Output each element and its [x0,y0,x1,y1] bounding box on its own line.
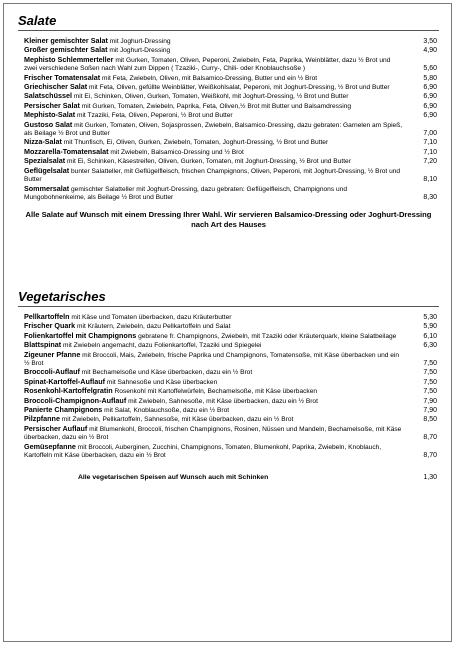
menu-item [24,185,437,203]
item-description: mit Ei, Schinken, Käsestreifen, Oliven, Gurken, Tomaten, mit Joghurt-Dressing, ½ Brot und Butter [67,158,351,166]
menu-item [24,83,437,92]
section-rule [18,30,439,31]
item-name: Mephisto Schlemmerteller [24,54,114,64]
item-description: bunter Salatteller, mit Geflügelfleisch, frischen Champignons, Oliven, Peperoni, mit Joghurt-Dressing, ½ Brot und Butter [24,167,401,184]
item-description: mit Joghurt-Dressing [109,38,171,45]
salate-list [24,37,437,202]
item-description: mit Broccoli, Mais, Zwiebeln, frische Paprika und Champignons, Tomatensoße, mit Käse überbacken und ein ½ Brot [24,351,400,368]
menu-item [24,341,437,350]
item-name: Frischer Quark [24,321,76,331]
item-name: Persischer Salat [24,100,80,110]
item-description: mit Thunfisch, Ei, Oliven, Gurken, Zwiebeln, Tomaten, Joghurt-Dressing, ½ Brot und Butter [63,139,329,147]
item-price: 6,90 [423,84,437,92]
item-price: 7,50 [423,360,437,368]
item-name: Spinat-Kartoffel-Auflauf [24,376,106,386]
vegetarisches-note: Alle vegetarischen Speisen auf Wunsch auch mit Schinken [78,473,269,481]
menu-item [24,332,437,341]
item-name: Geflügelsalat [24,165,70,175]
menu-item [24,121,437,139]
menu-item [24,102,437,111]
menu-item [24,92,437,101]
item-name: Pellkartoffeln [24,312,70,321]
item-description: mit Bechamelsoße und Käse überbacken, dazu ein ½ Brot [81,369,253,377]
item-price: 5,90 [423,323,437,331]
item-description: gemischter Salatteller mit Joghurt-Dressing, dazu gebraten: Geflügelfleisch, Champignons und Mungobohnenkeime, als Beilage ½ Brot und Butter [24,185,347,201]
item-price: 7,50 [423,369,437,377]
menu-item [24,313,437,322]
item-price: 7,10 [423,148,437,156]
item-description: gebratene fr. Champignons, Zwiebeln, mit Tzaziki oder Kräuterquark, kleine Salatbeilage [138,332,397,340]
item-name: Gemüsepfanne [24,441,76,451]
item-price: 8,30 [423,193,437,201]
item-name: Nizza-Salat [24,137,62,147]
salate-note: Alle Salate auf Wunsch mit einem Dressing Ihrer Wahl. Wir servieren Balsamico-Dressing oder Joghurt-Dressing nach Art des Hauses [25,210,432,230]
section-title-vegetarisches: Vegetarisches [18,289,106,304]
item-description: mit Gurken, Tomaten, Oliven, Sojasprossen, Zwiebeln, Balsamico-Dressing, dazu gebraten: Garnelen am Spieß, als Beilage ½ Brot und Butter [24,121,403,138]
item-price: 7,00 [423,130,437,138]
menu-item [24,351,437,369]
item-price: 4,90 [423,47,437,55]
item-price: 7,90 [423,397,437,405]
item-name: Folienkartoffel mit Champignons [24,330,137,340]
item-description: mit Broccoli, Auberginen, Zucchini, Champignons, Tomaten, Blumenkohl, Paprika, Zwiebeln, Knoblauch, Kartoffeln mit Käse überbacken, dazu ein ½ Brot [24,443,382,460]
menu-item [24,148,437,157]
menu-item [24,167,437,185]
item-name: Rosenkohl-Kartoffelgratin [24,386,113,396]
item-description: mit Zwiebeln angemacht, dazu Folienkartoffel, Tzaziki und Spiegelei [62,342,262,350]
item-description: mit Blumenkohl, Broccoli, frischen Champignons, Rosinen, Nüssen und Mandeln, Bechamelsoße, mit Käse überbacken, dazu ein ½ Brot [24,425,402,442]
menu-item [24,111,437,120]
item-name: Mephisto-Salat [24,110,76,120]
item-price: 3,50 [423,38,437,45]
item-name: Kleiner gemischter Salat [24,36,108,45]
section-rule [18,306,439,307]
item-price: 6,90 [423,102,437,110]
item-price: 6,90 [423,93,437,101]
item-name: Blattspinat [24,340,62,350]
item-description: Rosenkohl mit Kartoffelwürfeln, Bechamelsoße, mit Käse überbacken [114,388,318,396]
menu-item [24,443,437,461]
item-description: mit Feta, Zwiebeln, Oliven, mit Balsamico-Dressing, Butter und ein ½ Brot [102,74,318,82]
menu-item [24,425,437,443]
item-name: Pilzpfanne [24,414,60,424]
item-price: 7,50 [423,378,437,386]
item-description: mit Gurken, Tomaten, Zwiebeln, Paprika, Feta, Oliven,½ Brot mit Butter und Balsamdressing [81,102,352,110]
item-description: mit Salat, Knoblauchsoße, dazu ein ½ Brot [104,407,230,415]
item-description: mit Kräutern, Zwiebeln, dazu Pellkartoffeln und Salat [76,323,231,331]
item-name: Zigeuner Pfanne [24,349,81,359]
item-description: mit Tzaziki, Feta, Oliven, Peperoni, ½ Brot und Butter [76,112,233,120]
menu-item [24,56,437,74]
item-name: Großer gemischter Salat [24,45,108,55]
item-price: 6,30 [423,342,437,350]
item-description: mit Gurken, Tomaten, Oliven, Peperoni, Zwiebeln, Feta, Paprika, Weinblätter, dazu ½ Brot und zwei verschiedene Soßen nach Wahl zum Dippen ( Tzaziki-, Curry-, Chili- oder Knoblauchsoße ) [24,56,391,73]
item-name: Griechischer Salat [24,82,88,92]
vegetarisches-list [24,313,437,461]
item-name: Frischer Tomatensalat [24,72,101,82]
item-name: Persischer Auflauf [24,423,88,433]
item-name: Salatschüssel [24,91,72,101]
item-price: 6,90 [423,112,437,120]
item-name: Panierte Champignons [24,405,103,415]
item-description: mit Feta, Oliven, gefüllte Weinblätter, Weißkohlsalat, Peperoni, mit Joghurt-Dressing, ½ Brot und Butter [88,84,390,92]
item-description: mit Zwiebeln, Pellkartoffeln, Sahnesoße, mit Käse überbacken, dazu ein ½ Brot [61,416,294,424]
item-name: Broccoli-Champignon-Auflauf [24,395,127,405]
section-title-salate: Salate [18,13,57,28]
item-price: 8,10 [423,176,437,184]
item-description: mit Zwiebeln, Sahnesoße, mit Käse überbacken, dazu ein ½ Brot [128,397,318,405]
item-price: 7,90 [423,407,437,415]
item-name: Gustoso Salat [24,119,73,129]
item-price: 7,50 [423,388,437,396]
item-price: 8,70 [423,434,437,442]
item-name: Sommersalat [24,183,70,193]
vegetarisches-note-price: 1,30 [423,473,437,481]
item-price: 7,10 [423,139,437,147]
item-name: Mozzarella-Tomatensalat [24,146,109,156]
item-price: 6,10 [423,332,437,340]
item-name: Broccoli-Auflauf [24,367,80,377]
item-price: 5,80 [423,74,437,82]
item-price: 5,30 [423,314,437,321]
menu-item [24,157,437,166]
item-price: 5,60 [423,65,437,73]
salate-section [18,14,439,230]
item-price: 7,20 [423,158,437,166]
item-price: 8,50 [423,416,437,424]
vegetarisches-note-row [18,473,439,482]
item-name: Spezialsalat [24,156,66,166]
menu-item [24,406,437,415]
item-description: mit Zwiebeln, Balsamico-Dressing und ½ Brot [110,148,244,156]
item-description: mit Ei, Schinken, Oliven, Gurken, Tomaten, Weißkohl, mit Joghurt-Dressing, ½ Brot und Butter [73,93,349,101]
item-description: mit Joghurt-Dressing [109,47,171,55]
item-description: mit Sahnesoße und Käse überbacken [106,378,218,386]
item-description: mit Käse und Tomaten überbacken, dazu Kräuterbutter [71,314,232,321]
vegetarisches-section [18,290,439,482]
item-price: 8,70 [423,452,437,460]
menu-page [3,3,452,642]
